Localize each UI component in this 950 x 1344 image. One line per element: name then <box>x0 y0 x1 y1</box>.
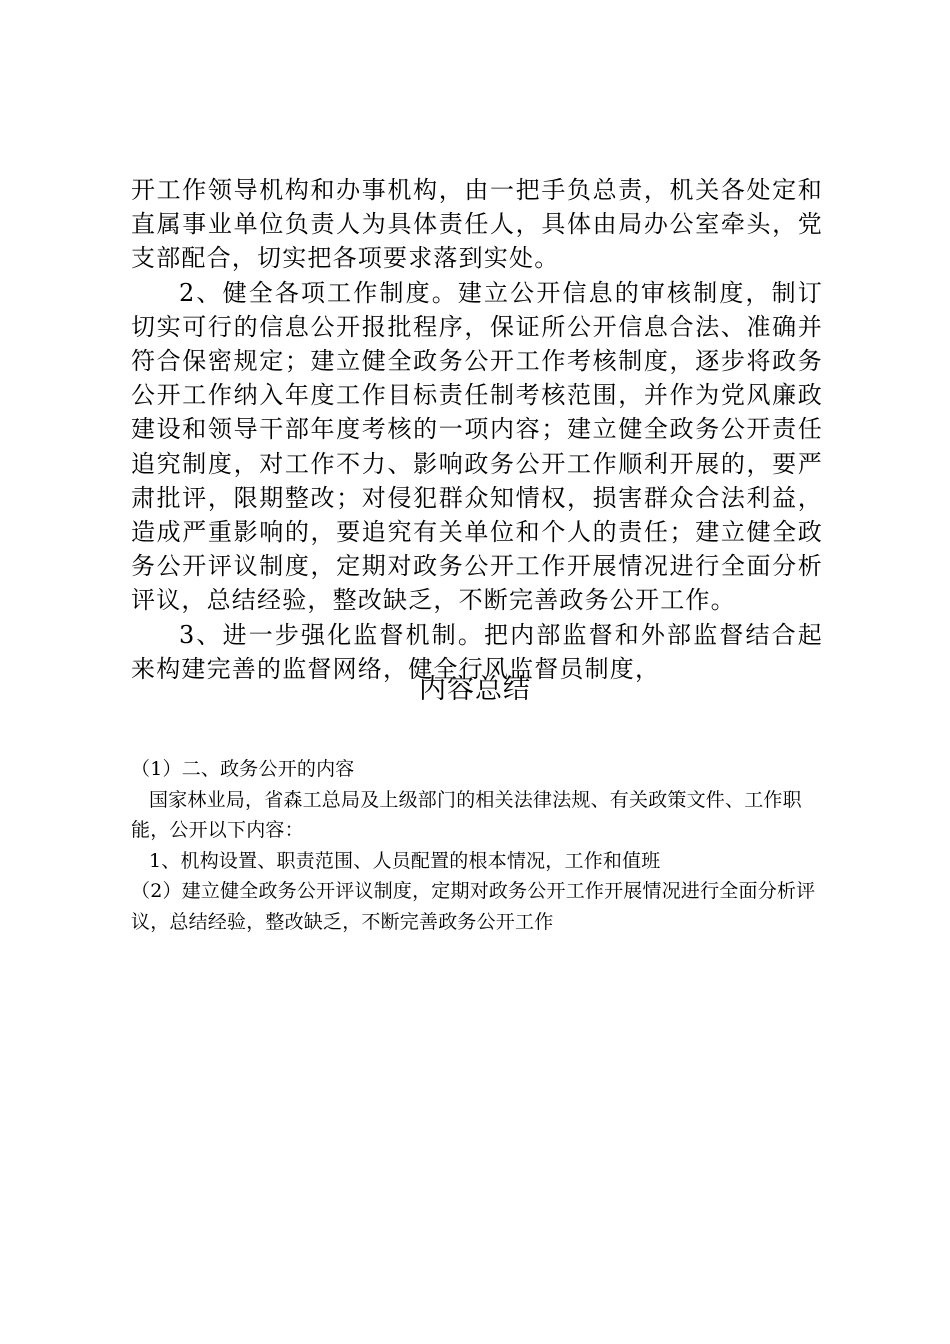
paragraph-supervision: 3、进一步强化监督机制。把内部监督和外部监督结合起来构建完善的监督网络，健全行风监督员制度， <box>131 620 823 683</box>
summary-item-organization: 1、机构设置、职责范围、人员配置的根本情况，工作和值班 <box>149 849 661 872</box>
paragraph-leadership: 开工作领导机构和办事机构，由一把手负总责，机关各处定和直属事业单位负责人为具体责任人，具体由局办公室牵头，党支部配合，切实把各项要求落到实处。 <box>131 176 823 273</box>
document-body <box>131 173 823 686</box>
summary-item-content-source: 国家林业局，省森工总局及上级部门的相关法律法规、有关政策文件、工作职能，公开以下内容： <box>131 788 802 841</box>
summary-heading: 内容总结 <box>419 674 531 705</box>
summary-section <box>131 754 831 937</box>
summary-item-1: （1）二、政务公开的内容 <box>131 758 355 780</box>
paragraph-work-system: 2、健全各项工作制度。建立公开信息的审核制度，制订切实可行的信息公开报批程序，保证所公开信息合法、准确并符合保密规定；建立健全政务公开工作考核制度，逐步将政务公开工作纳入年度工作目标责任制考核范围，并作为党风廉政建设和领导干部年度考核的一项内容；建立健全政务公开责任追究制度，对工作不力、影响政务公开工作顺利开展的，要严肃批评，限期整改；对侵犯群众知情权，损害群众合法利益，造成严重影响的，要追究有关单位和个人的责任；建立健全政务公开评议制度，定期对政务公开工作开展情况进行全面分析评议，总结经验，整改缺乏，不断完善政务公开工作。 <box>131 278 823 615</box>
summary-item-2: （2）建立健全政务公开评议制度，定期对政务公开工作开展情况进行全面分析评议，总结经验，整改缺乏，不断完善政务公开工作 <box>131 880 816 933</box>
